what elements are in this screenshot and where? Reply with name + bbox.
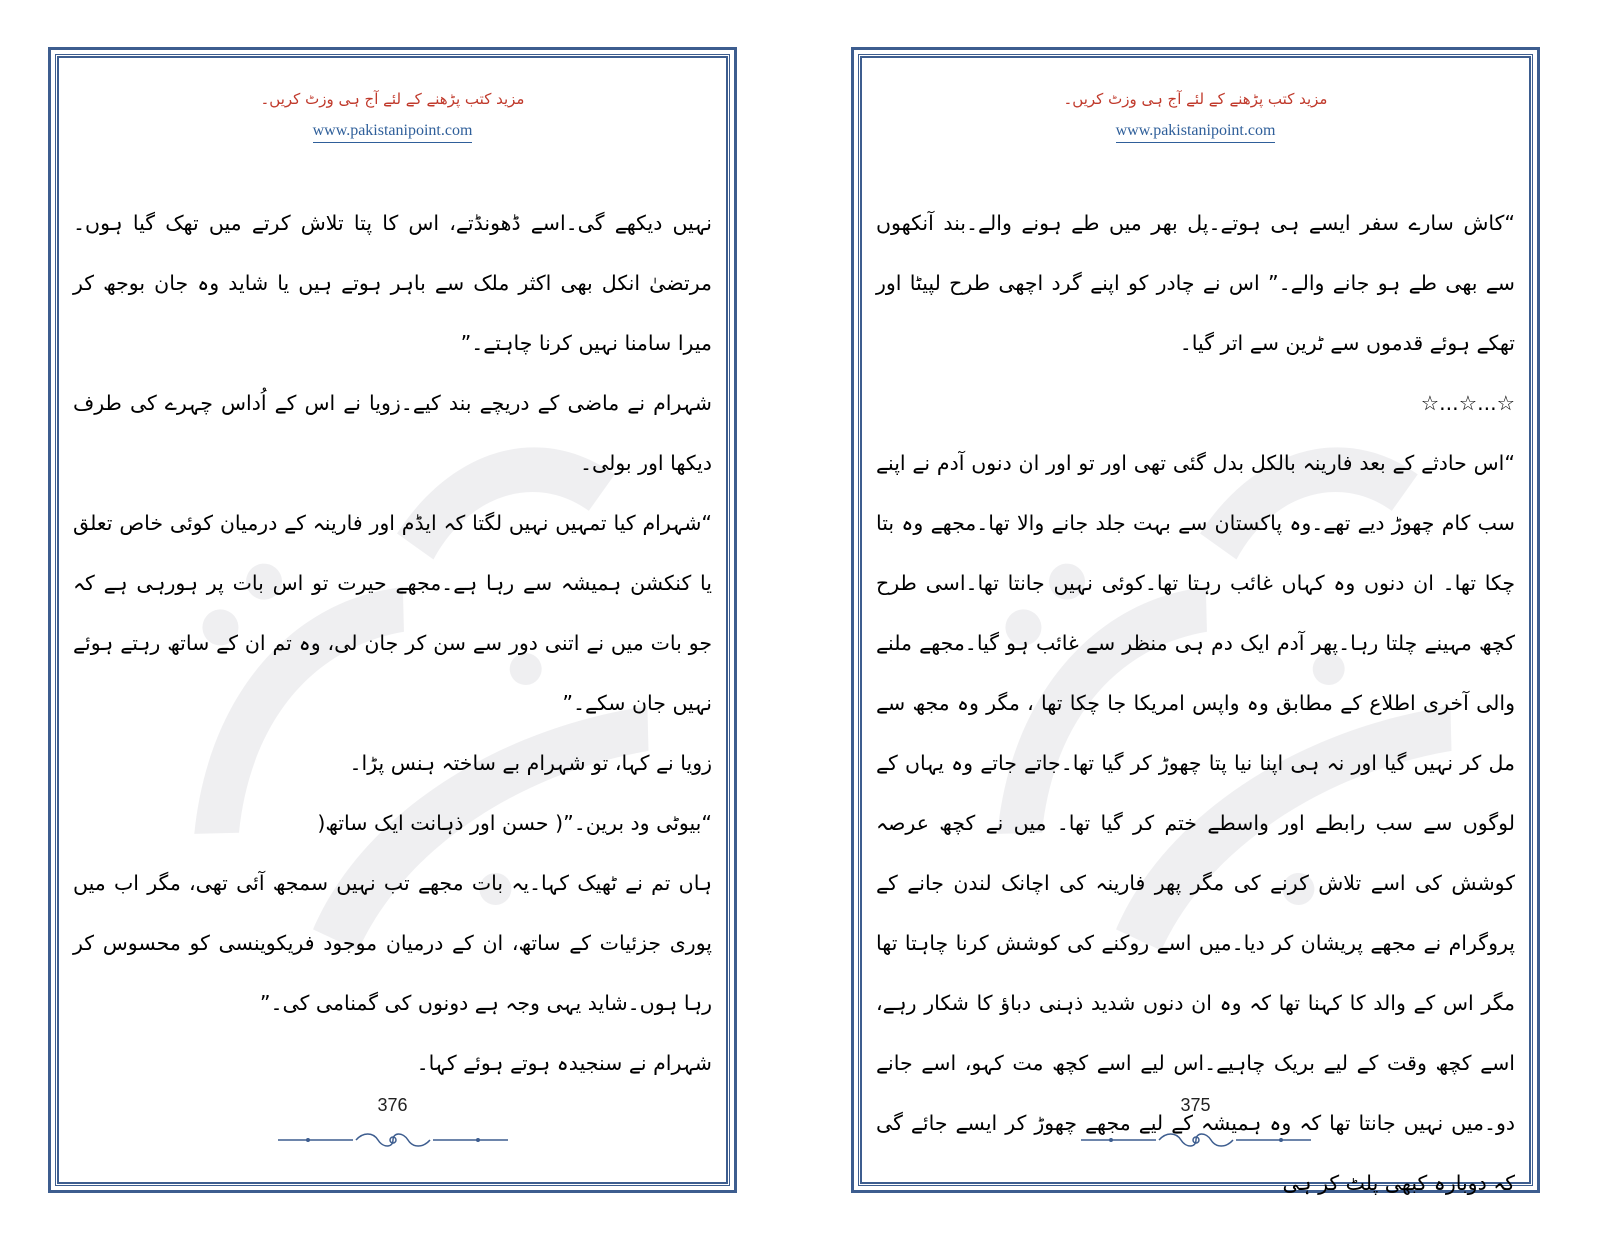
paragraph: زویا نے کہا، تو شہرام بے ساختہ ہنس پڑا۔ bbox=[349, 751, 712, 775]
section-separator: ☆...☆...☆ bbox=[1420, 391, 1515, 415]
header-promo-text: مزید کتب پڑھنے کے لئے آج ہی وزٹ کریں۔ bbox=[1063, 90, 1328, 108]
paragraph: “بیوٹی ود برین۔”( حسن اور ذہانت ایک ساتھ( bbox=[317, 811, 712, 835]
page-number: 375 bbox=[1180, 1095, 1211, 1115]
paragraph: شہرام نے ماضی کے دریچے بند کیے۔زویا نے اس کے اُداس چہرے کی طرف دیکھا اور بولی۔ bbox=[73, 391, 712, 475]
ornament-divider-icon bbox=[278, 1132, 508, 1148]
website-link-text[interactable]: www.pakistanipoint.com bbox=[1116, 122, 1276, 143]
paragraph: شہرام نے سنجیدہ ہوتے ہوئے کہا۔ bbox=[416, 1051, 712, 1075]
page-body-text bbox=[73, 193, 712, 1093]
paragraph: نہیں دیکھے گی۔اسے ڈھونڈتے، اس کا پتا تلاش کرتے میں تھک گیا ہوں۔مرتضیٰ انکل بھی اکثر ملک سے باہر ہوتے ہیں یا شاید وہ جان بوجھ کر میرا سامنا نہیں کرنا چاہتے۔” bbox=[73, 211, 712, 355]
paragraph: ہاں تم نے ٹھیک کہا۔یہ بات مجھے تب نہیں سمجھ آئی تھی، مگر اب میں پوری جزئیات کے ساتھ، ان کے درمیان موجود فریکوینسی کو محسوس کر رہا ہوں۔شاید یہی وجہ ہے دونوں کی گمنامی کی۔” bbox=[73, 871, 712, 1015]
header-promo-text: مزید کتب پڑھنے کے لئے آج ہی وزٹ کریں۔ bbox=[260, 90, 525, 108]
page-body-text bbox=[876, 193, 1515, 1213]
book-page-375 bbox=[851, 47, 1540, 1193]
paragraph: “کاش سارے سفر ایسے ہی ہوتے۔پل بھر میں طے ہونے والے۔بند آنکھوں سے بھی طے ہو جانے والے۔” اس نے چادر کو اپنے گرد اچھی طرح لپیٹا اور تھکے ہوئے قدموں سے ٹرین سے اتر گیا۔ bbox=[876, 211, 1515, 355]
paragraph: “شہرام کیا تمہیں نہیں لگتا کہ ایڈم اور فارینہ کے درمیان کوئی خاص تعلق یا کنکشن ہمیشہ سے رہا ہے۔مجھے حیرت تو اس بات پر ہورہی ہے کہ جو بات میں نے اتنی دور سے سن کر جان لی، وہ تم ان کے ساتھ رہتے ہوئے نہیں جان سکے۔” bbox=[73, 511, 712, 715]
page-number: 376 bbox=[377, 1095, 408, 1115]
ornament-divider-icon bbox=[1081, 1132, 1311, 1148]
book-page-376 bbox=[48, 47, 737, 1193]
paragraph: “اس حادثے کے بعد فارینہ بالکل بدل گئی تھی اور تو اور ان دنوں آدم نے اپنے سب کام چھوڑ دیے تھے۔وہ پاکستان سے بہت جلد جانے والا تھا۔مجھے وہ بتا چکا تھا۔ ان دنوں وہ کہاں غائب رہتا تھا۔کوئی نہیں جانتا تھا۔اسی طرح کچھ مہینے چلتا رہا۔پھر آدم ایک دم ہی منظر سے غائب ہو گیا۔مجھے ملنے والی آخری اطلاع کے مطابق وہ واپس امریکا جا چکا تھا ، مگر وہ مجھ سے مل کر نہیں گیا اور نہ ہی اپنا نیا پتا چھوڑ کر گیا تھا۔جاتے جاتے وہ یہاں کے لوگوں سے سب رابطے اور واسطے ختم کر گیا تھا۔ میں نے کچھ عرصہ کوشش کی اسے تلاش کرنے کی مگر پھر فارینہ کی اچانک لندن جانے کے پروگرام نے مجھے پریشان کر دیا۔میں اسے روکنے کی کوشش کرنا چاہتا تھا مگر اس کے والد کا کہنا تھا کہ وہ ان دنوں شدید ذہنی دباؤ کا شکار رہے، اسے کچھ وقت کے لیے بریک چاہیے۔اس لیے اسے کچھ مت کہو، اسے جانے دو۔میں نہیں جانتا تھا کہ وہ ہمیشہ کے لیے مجھے چھوڑ کر ایسے جائے گی کہ دوبارہ کبھی پلٹ کر ہی bbox=[876, 451, 1515, 1195]
website-link-text[interactable]: www.pakistanipoint.com bbox=[313, 122, 473, 143]
website-link[interactable] bbox=[854, 122, 1537, 140]
website-link[interactable] bbox=[51, 122, 734, 140]
